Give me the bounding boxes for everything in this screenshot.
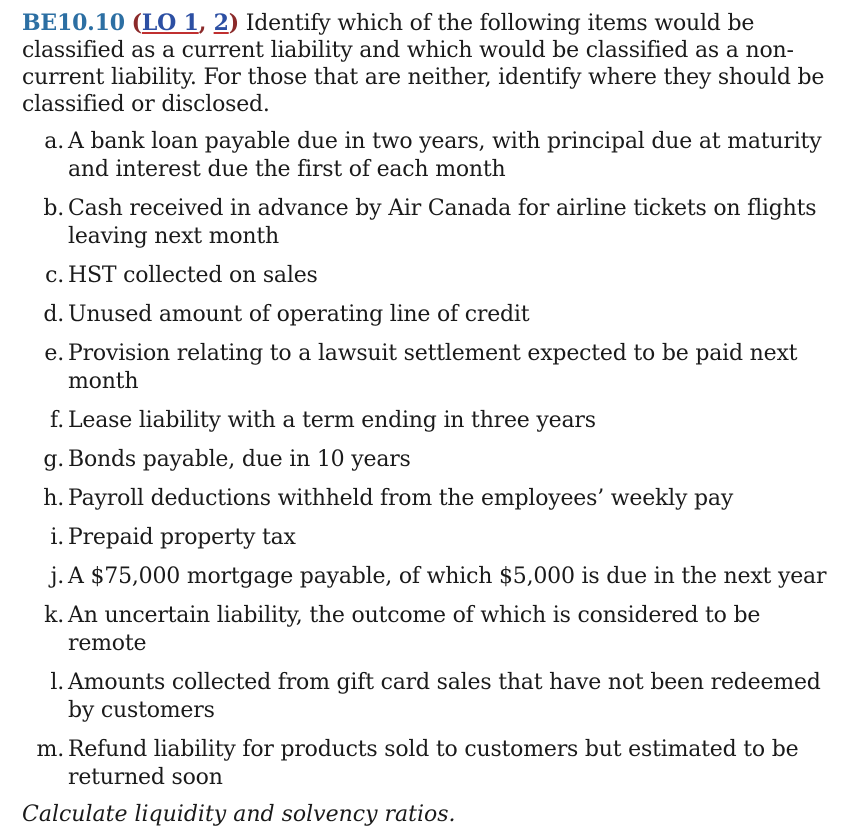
item-text: Payroll deductions withheld from the employees’ weekly pay [68, 486, 734, 511]
list-item [22, 128, 840, 184]
list-item [22, 485, 840, 513]
lo-separator: , [198, 10, 214, 36]
item-marker: j. [50, 564, 64, 589]
item-text: A bank loan payable due in two years, with principal due at maturity and interest due the first of each month [68, 129, 822, 182]
item-marker: c. [45, 263, 64, 288]
list-item [22, 524, 840, 552]
footer-note: Calculate liquidity and solvency ratios. [22, 802, 456, 827]
item-text: Unused amount of operating line of credit [68, 302, 530, 327]
item-text: Lease liability with a term ending in three years [68, 408, 596, 433]
item-text: A $75,000 mortgage payable, of which $5,000 is due in the next year [68, 564, 827, 589]
learning-objective-group [132, 10, 239, 36]
item-text: HST collected on sales [68, 263, 318, 288]
learning-objective-link-1[interactable]: LO 1 [141, 10, 199, 36]
item-text: Provision relating to a lawsuit settlement expected to be paid next month [68, 341, 798, 394]
item-text: Refund liability for products sold to customers but estimated to be returned soon [68, 737, 799, 790]
item-list [22, 128, 840, 792]
exercise-id: BE10.10 [22, 10, 125, 36]
list-item [22, 446, 840, 474]
list-item [22, 262, 840, 290]
list-item [22, 340, 840, 396]
item-marker: g. [43, 447, 64, 472]
list-item [22, 736, 840, 792]
list-item [22, 563, 840, 591]
list-item [22, 407, 840, 435]
item-text: Bonds payable, due in 10 years [68, 447, 411, 472]
exercise-intro [22, 10, 840, 118]
list-item [22, 301, 840, 329]
item-marker: k. [44, 603, 64, 628]
item-marker: l. [50, 670, 64, 695]
item-marker: h. [43, 486, 64, 511]
item-marker: i. [50, 525, 64, 550]
item-marker: d. [43, 302, 64, 327]
lo-close-paren: ) [228, 10, 239, 36]
lo-open-paren: ( [131, 10, 142, 36]
item-text: Amounts collected from gift card sales that have not been redeemed by customers [68, 670, 821, 723]
item-text: Cash received in advance by Air Canada for airline tickets on flights leaving next month [68, 196, 817, 249]
list-item [22, 602, 840, 658]
item-text: An uncertain liability, the outcome of which is considered to be remote [68, 603, 761, 656]
exercise-prompt: Identify which of the following items would be classified as a current liability and which would be classified as a non-current liability. For those that are neither, identify where they should be classified or disclosed. [22, 11, 825, 117]
item-marker: m. [36, 737, 64, 762]
item-text: Prepaid property tax [68, 525, 296, 550]
list-item [22, 195, 840, 251]
item-marker: a. [44, 129, 64, 154]
item-marker: e. [44, 341, 64, 366]
item-marker: b. [43, 196, 64, 221]
item-marker: f. [50, 408, 64, 433]
list-item [22, 669, 840, 725]
learning-objective-link-2[interactable]: 2 [213, 10, 229, 36]
